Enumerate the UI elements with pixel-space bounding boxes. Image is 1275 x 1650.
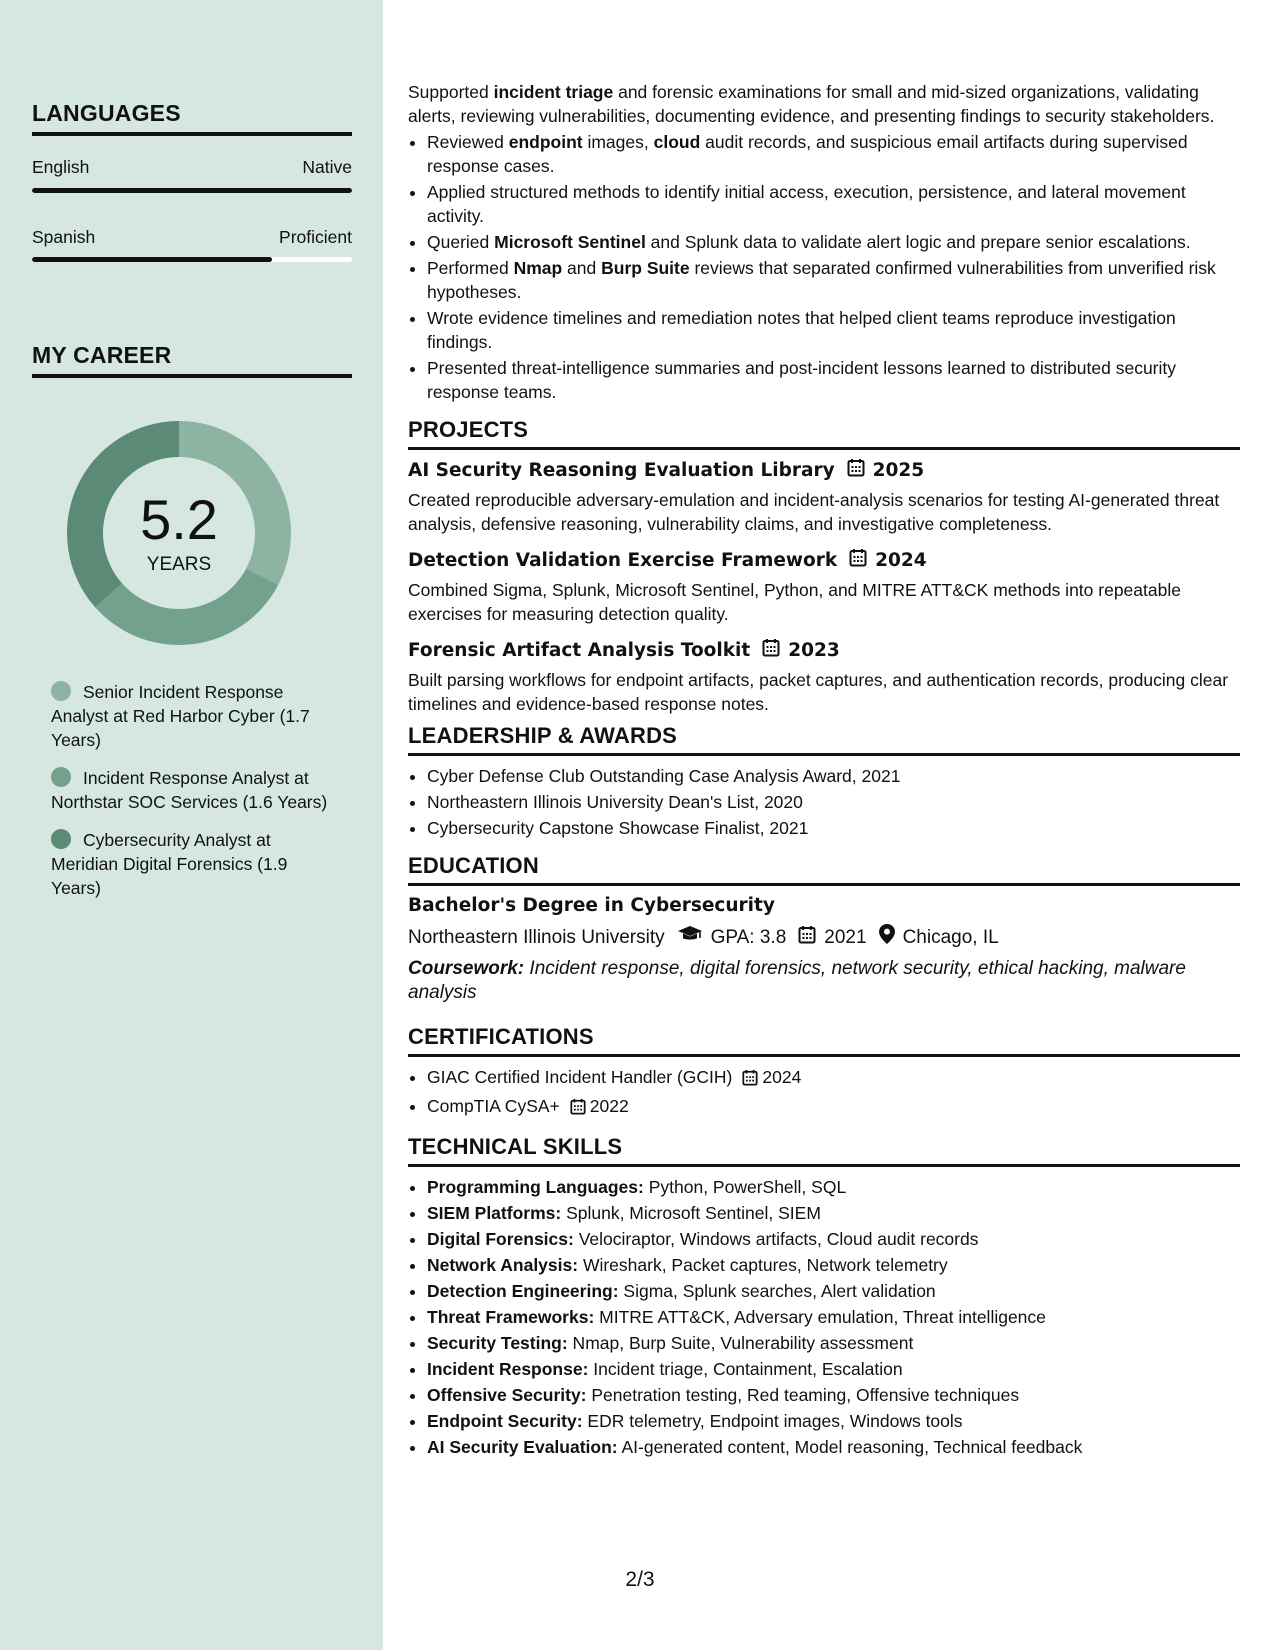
career-role-item [51, 828, 341, 900]
leadership-item: • Northeastern Illinois University Dean's List, 2020 [427, 790, 1240, 814]
text-run: Performed [427, 258, 514, 278]
leadership-item: • Cyber Defense Club Outstanding Case Analysis Award, 2021 [427, 764, 1240, 788]
project-year: 2024 [875, 550, 927, 571]
career-heading: MY CAREER [32, 342, 352, 378]
education-heading: EDUCATION [408, 854, 1240, 886]
text-run: Queried [427, 232, 495, 252]
language-proficiency-fill [32, 188, 352, 193]
gpa: GPA: 3.8 [710, 926, 787, 948]
coursework-label: Coursework: [408, 958, 525, 979]
project-description: Built parsing workflows for endpoint artifacts, packet captures, and authentication records, producing clear timelines and evidence-based response notes. [408, 670, 1229, 714]
calendar-icon [798, 925, 816, 951]
skill-item [427, 1175, 1240, 1199]
experience-bullet [427, 256, 1240, 304]
text-run: Applied structured methods to identify initial access, execution, persistence, and lateral movement activity. [427, 182, 1186, 226]
career-role-text: Senior Incident Response Analyst at Red Harbor Cyber (1.7 Years) [51, 682, 310, 750]
text-run: Wrote evidence timelines and remediation notes that helped client teams reproduce investigation findings. [427, 308, 1176, 352]
career-total-years: 5.2 [140, 488, 218, 551]
skills-list [408, 1175, 1240, 1459]
skill-label: Programming Languages: [427, 1177, 644, 1197]
skill-label: SIEM Platforms: [427, 1203, 562, 1223]
skill-item [427, 1227, 1240, 1251]
coursework-text: Incident response, digital forensics, network security, ethical hacking, malware analysis [408, 958, 1186, 1003]
skill-value: Sigma, Splunk searches, Alert validation [618, 1281, 936, 1301]
skill-item [427, 1357, 1240, 1381]
certification-name: CompTIA CySA+ [427, 1096, 560, 1116]
language-proficiency-bar [32, 188, 352, 193]
skill-item [427, 1201, 1240, 1225]
text-bold: endpoint [508, 132, 583, 152]
projects-heading: PROJECTS [408, 418, 1240, 450]
legend-dot-icon [51, 829, 71, 849]
text-run: and [562, 258, 602, 278]
skill-label: Threat Frameworks: [427, 1307, 595, 1327]
language-proficiency-bar [32, 257, 352, 262]
skill-value: MITRE ATT&CK, Adversary emulation, Threat intelligence [594, 1307, 1046, 1327]
language-level: Proficient [279, 227, 352, 247]
skill-item [427, 1253, 1240, 1277]
career-years-label: YEARS [146, 554, 212, 575]
skill-label: Endpoint Security: [427, 1411, 583, 1431]
experience-bullet [427, 306, 1240, 354]
experience-section [408, 80, 1240, 404]
career-role-text: Incident Response Analyst at Northstar SOC Services (1.6 Years) [51, 768, 328, 812]
skill-label: Network Analysis: [427, 1255, 579, 1275]
calendar-icon [742, 1068, 758, 1092]
experience-bullet [427, 180, 1240, 228]
experience-bullet [427, 130, 1240, 178]
project-year: 2025 [872, 460, 925, 481]
skill-value: AI-generated content, Model reasoning, Technical feedback [617, 1437, 1083, 1457]
career-role-item [51, 680, 341, 752]
skill-value: Incident triage, Containment, Escalation [588, 1359, 903, 1379]
certifications-list [408, 1065, 1240, 1121]
experience-summary [408, 80, 1240, 128]
legend-dot-icon [51, 767, 71, 787]
skill-value: Wireshark, Packet captures, Network telemetry [578, 1255, 948, 1275]
skill-value: Python, PowerShell, SQL [643, 1177, 847, 1197]
education-details [408, 924, 1240, 951]
skill-value: Penetration testing, Red teaming, Offensive techniques [586, 1385, 1020, 1405]
text-run: and forensic examinations for small and mid-sized organizations, validating alerts, reviewing vulnerabilities, documenting evidence, and presenting findings to security stakeholders. [408, 82, 1215, 126]
text-run: Presented threat-intelligence summaries and post-incident lessons learned to distributed security response teams. [427, 358, 1177, 402]
projects-section [408, 418, 1240, 716]
education-section [408, 854, 1240, 1005]
skill-label: Detection Engineering: [427, 1281, 619, 1301]
graduation-year: 2021 [824, 926, 867, 948]
skill-item [427, 1409, 1240, 1433]
career-role-text: Cybersecurity Analyst at Meridian Digital Forensics (1.9 Years) [51, 830, 288, 898]
leadership-section [408, 724, 1240, 840]
skill-value: EDR telemetry, Endpoint images, Windows tools [582, 1411, 963, 1431]
text-bold: Microsoft Sentinel [494, 232, 646, 252]
graduation-cap-icon [677, 925, 703, 950]
certifications-heading: CERTIFICATIONS [408, 1025, 1240, 1057]
text-run: Supported [408, 82, 494, 102]
calendar-icon [847, 458, 865, 484]
language-name: English [32, 157, 90, 177]
degree-title: Bachelor's Degree in Cybersecurity [408, 895, 775, 916]
skills-section [408, 1135, 1240, 1459]
languages-heading: LANGUAGES [32, 100, 352, 136]
certifications-section [408, 1025, 1240, 1121]
coursework [408, 957, 1240, 1005]
main-content [408, 80, 1240, 1461]
language-proficiency-fill [32, 257, 272, 262]
sidebar [0, 0, 383, 1650]
text-bold: incident triage [493, 82, 614, 102]
skill-value: Velociraptor, Windows artifacts, Cloud audit records [573, 1229, 979, 1249]
career-role-list [51, 680, 341, 914]
language-row [32, 227, 352, 248]
text-run: and Splunk data to validate alert logic and prepare senior escalations. [645, 232, 1191, 252]
page-number: 2/3 [625, 1568, 655, 1591]
project-description: Combined Sigma, Splunk, Microsoft Sentinel, Python, and MITRE ATT&CK methods into repeatable exercises for measuring detection quality. [408, 580, 1181, 624]
experience-bullets [408, 130, 1240, 404]
certification-item [427, 1094, 1240, 1121]
text-bold: Nmap [513, 258, 563, 278]
calendar-icon [762, 638, 780, 664]
project-title-row [408, 548, 1240, 574]
experience-bullet [427, 230, 1240, 254]
leadership-list [408, 764, 1240, 840]
experience-bullet [427, 356, 1240, 404]
language-level: Native [302, 157, 352, 177]
language-name: Spanish [32, 227, 96, 247]
skill-label: Incident Response: [427, 1359, 589, 1379]
skill-item [427, 1279, 1240, 1303]
project-description: Created reproducible adversary-emulation and incident-analysis scenarios for testing AI-generated threat analysis, defensive reasoning, vulnerability claims, and investigative completeness. [408, 490, 1220, 534]
project-name: Forensic Artifact Analysis Toolkit [408, 640, 751, 661]
project-title-row [408, 458, 1240, 484]
language-row [32, 157, 352, 178]
text-run: images, [582, 132, 654, 152]
skill-label: Digital Forensics: [427, 1229, 574, 1249]
certification-year: 2022 [589, 1096, 629, 1116]
skill-item [427, 1305, 1240, 1329]
text-bold: cloud [653, 132, 701, 152]
legend-dot-icon [51, 681, 71, 701]
leadership-heading: LEADERSHIP & AWARDS [408, 724, 1240, 756]
skill-item [427, 1331, 1240, 1355]
donut-segment-2 [95, 568, 278, 645]
skill-value: Nmap, Burp Suite, Vulnerability assessment [567, 1333, 914, 1353]
text-bold: Burp Suite [601, 258, 690, 278]
skill-item [427, 1383, 1240, 1407]
text-run: Reviewed [427, 132, 509, 152]
calendar-icon [849, 548, 867, 574]
skill-label: Offensive Security: [427, 1385, 587, 1405]
leadership-item: • Cybersecurity Capstone Showcase Finalist, 2021 [427, 816, 1240, 840]
project-name: Detection Validation Exercise Framework [408, 550, 838, 571]
calendar-icon [570, 1097, 586, 1121]
school-name: Northeastern Illinois University [408, 926, 665, 948]
certification-year: 2024 [762, 1067, 802, 1087]
skill-item [427, 1435, 1240, 1459]
skill-value: Splunk, Microsoft Sentinel, SIEM [561, 1203, 821, 1223]
project-title-row [408, 638, 1240, 664]
career-role-item [51, 766, 341, 814]
skill-label: AI Security Evaluation: [427, 1437, 618, 1457]
skills-heading: TECHNICAL SKILLS [408, 1135, 1240, 1167]
location: Chicago, IL [902, 926, 999, 948]
location-pin-icon [879, 924, 895, 951]
project-year: 2023 [788, 640, 840, 661]
skill-label: Security Testing: [427, 1333, 568, 1353]
project-name: AI Security Reasoning Evaluation Library [408, 460, 835, 481]
text-run: reviews that separated confirmed vulnerabilities from unverified risk hypotheses. [427, 258, 1216, 302]
text-run: audit records, and suspicious email artifacts during supervised response cases. [427, 132, 1188, 176]
certification-item [427, 1065, 1240, 1092]
certification-name: GIAC Certified Incident Handler (GCIH) [427, 1067, 733, 1087]
